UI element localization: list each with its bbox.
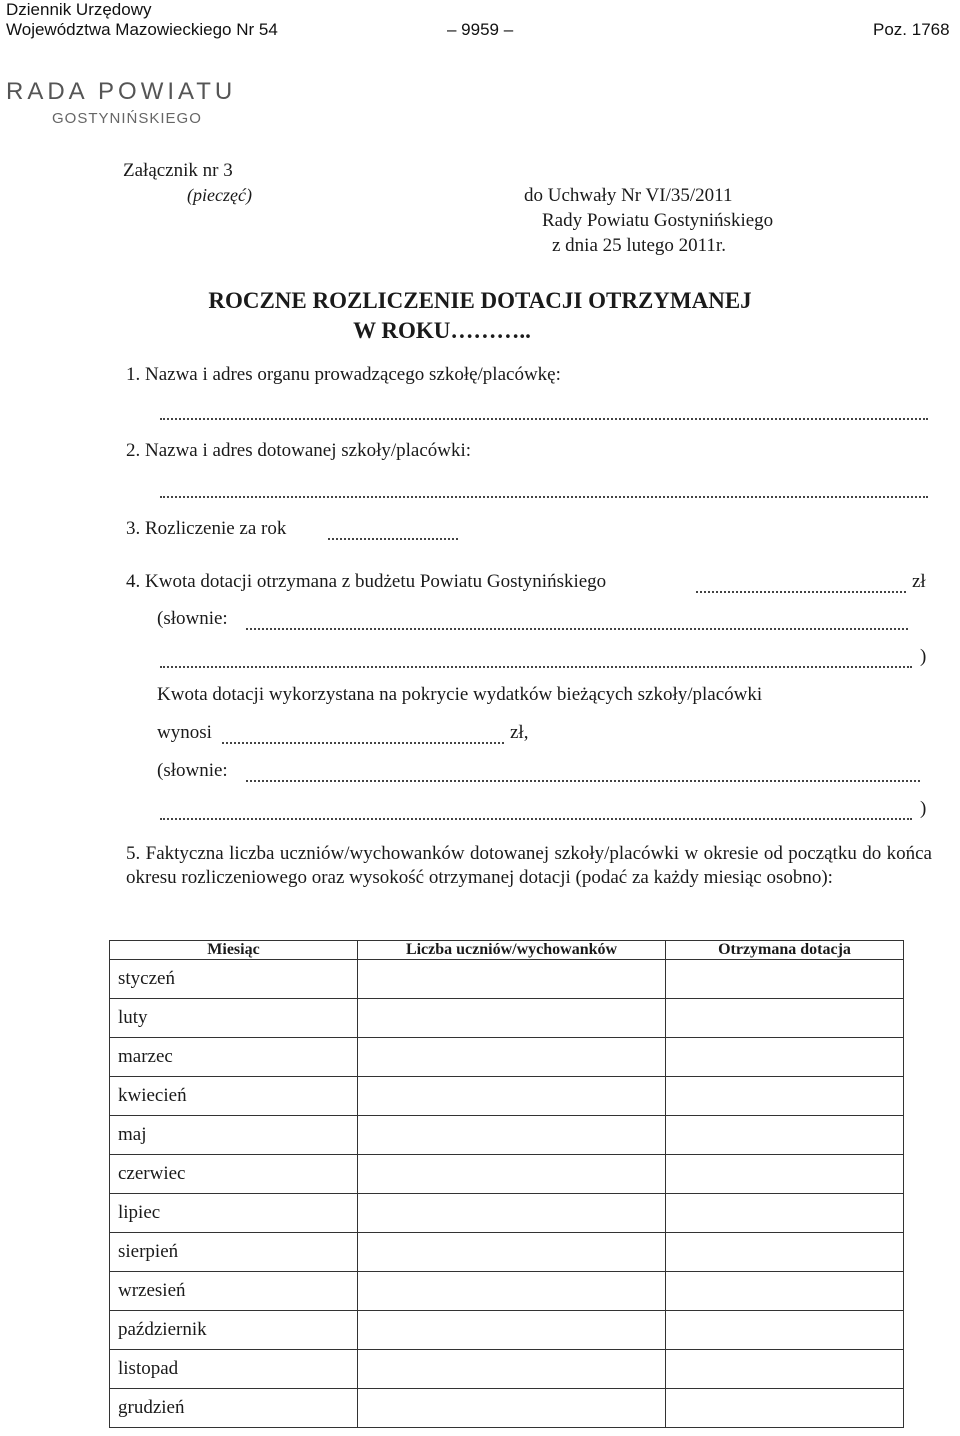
item4-words-line2[interactable] <box>160 666 912 668</box>
students-cell[interactable] <box>358 1233 666 1272</box>
grant-cell[interactable] <box>666 1116 904 1155</box>
item4-words-line1[interactable] <box>246 628 908 630</box>
grant-cell[interactable] <box>666 960 904 999</box>
resolution-number: do Uchwały Nr VI/35/2011 <box>524 185 733 206</box>
table-row <box>110 1077 904 1116</box>
month-cell: październik <box>110 1311 358 1350</box>
month-cell: marzec <box>110 1038 358 1077</box>
month-cell: listopad <box>110 1350 358 1389</box>
item5-text: 5. Faktyczna liczba uczniów/wychowanków dotowanej szkoły/placówki w okresie od początku do końca okresu rozliczeniowego oraz wysokość otrzymanej dotacji (podać za każdy miesiąc osobno): <box>126 843 932 888</box>
used-words-line1[interactable] <box>246 780 920 782</box>
month-cell: grudzień <box>110 1389 358 1428</box>
students-cell[interactable] <box>358 1077 666 1116</box>
amount-is-label: wynosi <box>157 722 212 743</box>
students-cell[interactable] <box>358 999 666 1038</box>
grant-cell[interactable] <box>666 1233 904 1272</box>
grant-cell[interactable] <box>666 1077 904 1116</box>
month-cell: styczeń <box>110 960 358 999</box>
item4-amount-line[interactable] <box>696 591 906 593</box>
table-row <box>110 960 904 999</box>
grant-cell[interactable] <box>666 1272 904 1311</box>
grant-cell[interactable] <box>666 1389 904 1428</box>
used-amount-label: Kwota dotacji wykorzystana na pokrycie wydatków bieżących szkoły/placówki <box>157 684 763 705</box>
attachment-title: Załącznik nr 3 <box>123 160 233 181</box>
students-cell[interactable] <box>358 1038 666 1077</box>
grant-cell[interactable] <box>666 1311 904 1350</box>
item5-paragraph <box>126 842 932 890</box>
grant-cell[interactable] <box>666 1155 904 1194</box>
students-cell[interactable] <box>358 1389 666 1428</box>
item3-fill-line[interactable] <box>328 538 458 540</box>
grant-cell[interactable] <box>666 1350 904 1389</box>
month-cell: kwiecień <box>110 1077 358 1116</box>
seal-label: (pieczęć) <box>187 185 252 205</box>
used-words-close: ) <box>920 798 927 819</box>
item3-label: 3. Rozliczenie za rok <box>126 518 287 539</box>
used-words-open: (słownie: <box>157 760 228 781</box>
grant-cell[interactable] <box>666 1038 904 1077</box>
stamp-county-line: GOSTYNIŃSKIEGO <box>52 110 202 127</box>
item2-fill-line[interactable] <box>160 496 928 498</box>
form-title: ROCZNE ROZLICZENIE DOTACJI OTRZYMANEJ <box>208 288 752 313</box>
header-grant: Otrzymana dotacja <box>666 941 904 960</box>
month-cell: maj <box>110 1116 358 1155</box>
form-title-year: W ROKU……….. <box>353 318 531 343</box>
table-row <box>110 1194 904 1233</box>
table-row <box>110 1389 904 1428</box>
grant-cell[interactable] <box>666 999 904 1038</box>
month-cell: lipiec <box>110 1194 358 1233</box>
students-cell[interactable] <box>358 1311 666 1350</box>
used-amount-line[interactable] <box>222 742 504 744</box>
table-row <box>110 1311 904 1350</box>
students-cell[interactable] <box>358 1194 666 1233</box>
item4-words-open: (słownie: <box>157 608 228 629</box>
item2-label: 2. Nazwa i adres dotowanej szkoły/placówki: <box>126 440 472 461</box>
month-cell: czerwiec <box>110 1155 358 1194</box>
grant-cell[interactable] <box>666 1194 904 1233</box>
students-cell[interactable] <box>358 1155 666 1194</box>
table-row <box>110 1038 904 1077</box>
header-students: Liczba uczniów/wychowanków <box>358 941 666 960</box>
resolution-date: z dnia 25 lutego 2011r. <box>552 235 726 256</box>
position-number: Poz. 1768 <box>873 20 950 39</box>
item1-fill-line[interactable] <box>160 418 928 420</box>
table-row <box>110 1272 904 1311</box>
students-cell[interactable] <box>358 1272 666 1311</box>
table-header-row <box>110 941 904 960</box>
month-cell: sierpień <box>110 1233 358 1272</box>
stamp-council-line: RADA POWIATU <box>6 78 237 105</box>
journal-issue: Województwa Mazowieckiego Nr 54 <box>6 20 278 39</box>
month-cell: wrzesień <box>110 1272 358 1311</box>
header-month: Miesiąc <box>110 941 358 960</box>
table-row <box>110 1116 904 1155</box>
council-name: Rady Powiatu Gostynińskiego <box>542 210 774 231</box>
item4-label: 4. Kwota dotacji otrzymana z budżetu Powiatu Gostynińskiego <box>126 571 607 592</box>
table-row <box>110 1350 904 1389</box>
item1-label: 1. Nazwa i adres organu prowadzącego szkołę/placówkę: <box>126 364 561 385</box>
table-row <box>110 1155 904 1194</box>
students-cell[interactable] <box>358 960 666 999</box>
month-cell: luty <box>110 999 358 1038</box>
item4-currency: zł <box>912 571 926 592</box>
table-row <box>110 999 904 1038</box>
journal-name: Dziennik Urzędowy <box>6 0 152 19</box>
students-cell[interactable] <box>358 1116 666 1155</box>
used-amount-currency: zł, <box>510 722 529 743</box>
item4-words-close: ) <box>920 646 927 667</box>
table-row <box>110 1233 904 1272</box>
monthly-table <box>109 940 904 1428</box>
used-words-line2[interactable] <box>160 818 912 820</box>
page-number: – 9959 – <box>447 20 514 39</box>
students-cell[interactable] <box>358 1350 666 1389</box>
